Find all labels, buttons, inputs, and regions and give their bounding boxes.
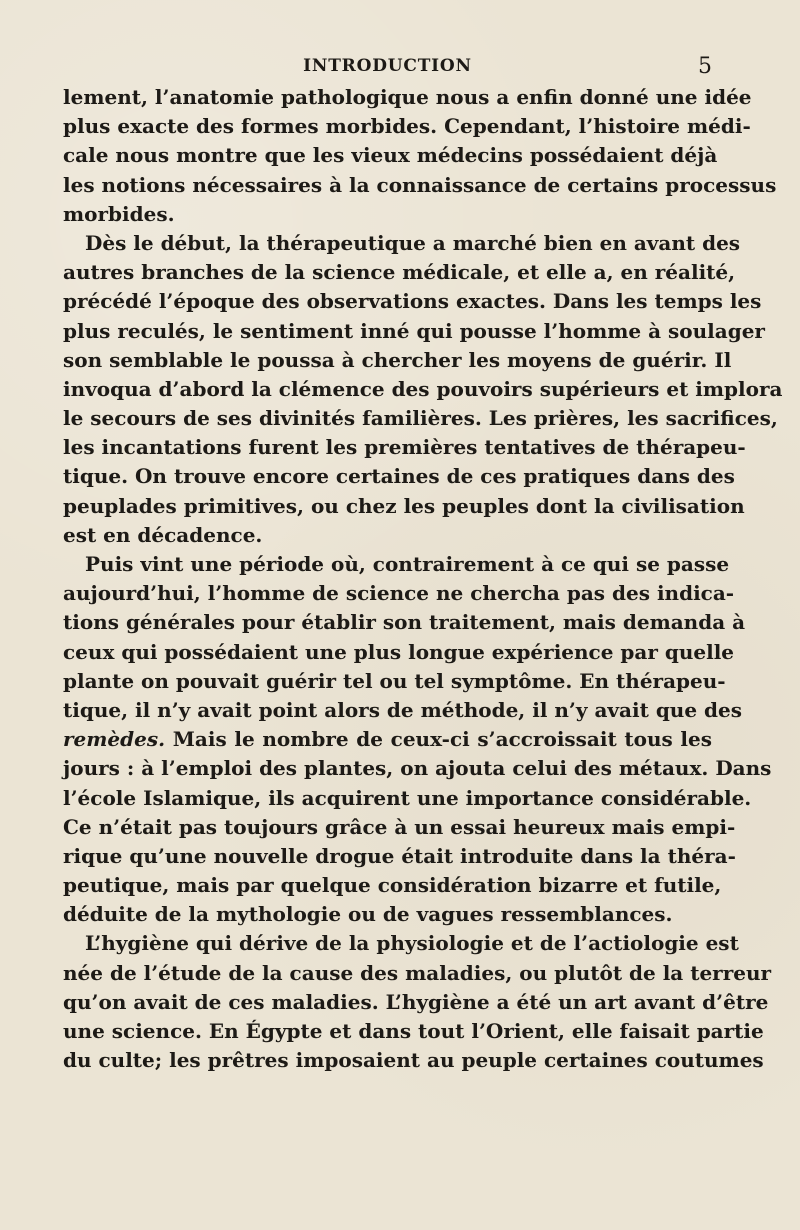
- text-line-22: tique, il n’y avait point alors de méthode, il n’y avait que des: [63, 697, 742, 722]
- page-number: 5: [698, 54, 712, 79]
- text-line-9: plus reculés, le sentiment inné qui pousse l’homme à soulager: [63, 318, 765, 343]
- text-line-34: du culte; les prêtres imposaient au peuple certaines coutumes: [63, 1048, 764, 1073]
- text-line-10: son semblable le poussa à chercher les moyens de guérir. Il: [63, 347, 732, 372]
- text-line-1: lement, l’anatomie pathologique nous a enfin donné une idée: [63, 85, 752, 109]
- text-line-23-content: Mais le nombre de ceux-ci s’accroissait tous les: [165, 727, 712, 752]
- text-line-19: tions générales pour établir son traitement, mais demanda à: [63, 610, 746, 635]
- text-line-6-content: Dès le début, la thérapeutique a marché bien en avant des: [85, 230, 741, 255]
- text-line-14: tique. On trouve encore certaines de ces pratiques dans des: [63, 464, 735, 489]
- text-line-17-content: Puis vint une période où, contrairement à ce qui se passe: [85, 552, 730, 576]
- text-line-24: jours : à l’emploi des plantes, on ajouta celui des métaux. Dans: [63, 756, 772, 781]
- text-line-21: plante on pouvait guérir tel ou tel symptôme. En thérapeu-: [63, 668, 726, 693]
- text-line-30: [63, 929, 739, 958]
- text-line-7: autres branches de la science médicale, et elle a, en réalité,: [63, 260, 736, 285]
- text-line-12: le secours de ses divinités familières. Les prières, les sacrifices,: [63, 406, 778, 431]
- page-header: [63, 56, 712, 84]
- text-line-15: peuplades primitives, ou chez les peuples dont la civilisation: [63, 493, 745, 518]
- text-line-13: les incantations furent les premières tentatives de thérapeu-: [63, 435, 746, 460]
- text-line-4: les notions nécessaires à la connaissance de certains processus: [63, 172, 777, 197]
- text-line-27: rique qu’une nouvelle drogue était introduite dans la théra-: [63, 843, 736, 868]
- text-line-20: ceux qui possédaient une plus longue expérience par quelle: [63, 639, 735, 664]
- text-line-29: déduite de la mythologie ou de vagues ressemblances.: [63, 902, 673, 927]
- text-line-18: aujourd’hui, l’homme de science ne chercha pas des indica-: [63, 581, 735, 606]
- text-line-8: précédé l’époque des observations exactes. Dans les temps les: [63, 289, 762, 314]
- text-line-3: cale nous montre que les vieux médecins possédaient déjà: [63, 143, 718, 168]
- text-line-5: morbides.: [63, 201, 175, 226]
- italic-word-remedes: remèdes.: [63, 727, 166, 752]
- text-line-32: qu’on avait de ces maladies. L’hygiène a été un art avant d’être: [63, 989, 769, 1014]
- text-line-16: est en décadence.: [63, 522, 263, 547]
- text-line-6: [63, 229, 741, 258]
- text-line-11: invoqua d’abord la clémence des pouvoirs supérieurs et implora: [63, 376, 783, 401]
- text-line-33: une science. En Égypte et dans tout l’Orient, elle faisait partie: [63, 1019, 764, 1043]
- text-line-30-content: L’hygiène qui dérive de la physiologie et de l’actiologie est: [85, 931, 739, 956]
- text-line-17: [63, 550, 730, 579]
- text-line-2: plus exacte des formes morbides. Cependant, l’histoire médi-: [63, 114, 751, 139]
- text-line-25: l’école Islamique, ils acquirent une importance considérable.: [63, 785, 752, 810]
- body-text: [63, 83, 783, 1075]
- running-title: INTRODUCTION: [303, 56, 472, 76]
- text-line-28: peutique, mais par quelque considération bizarre et futile,: [63, 873, 722, 898]
- text-line-23: [63, 725, 712, 754]
- text-line-31: née de l’étude de la cause des maladies, ou plutôt de la terreur: [63, 960, 772, 985]
- text-line-26: Ce n’était pas toujours grâce à un essai heureux mais empi-: [63, 814, 736, 839]
